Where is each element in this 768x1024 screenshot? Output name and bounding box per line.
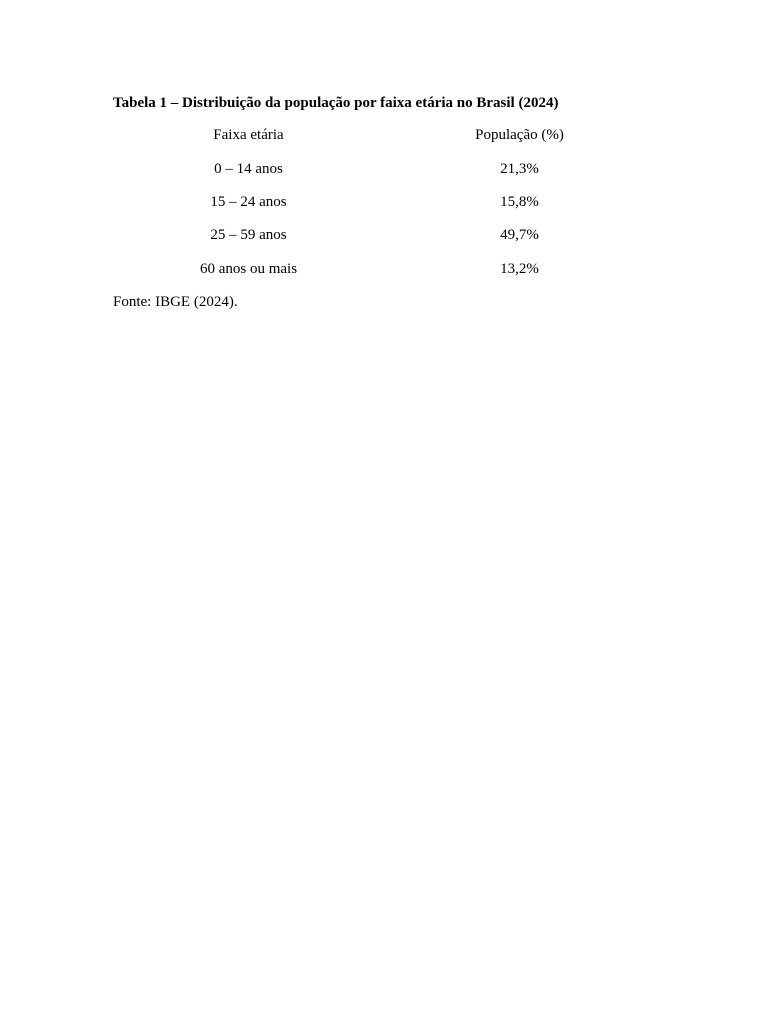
- population-table: [113, 119, 655, 286]
- table-row: [113, 186, 655, 219]
- table-header-row: [113, 119, 655, 152]
- cell-age-group: 0 – 14 anos: [214, 160, 283, 177]
- cell-population: 49,7%: [500, 227, 539, 244]
- cell-population: 15,8%: [500, 193, 539, 210]
- table-row: [113, 152, 655, 185]
- table-row: [113, 253, 655, 286]
- table-row: [113, 219, 655, 252]
- cell-age-group: 15 – 24 anos: [210, 193, 287, 210]
- table-caption: Tabela 1 – Distribuição da população por faixa etária no Brasil (2024): [113, 95, 559, 111]
- table-body: [113, 152, 655, 286]
- cell-population: 13,2%: [500, 260, 539, 277]
- cell-population: 21,3%: [500, 160, 539, 177]
- cell-age-group: 25 – 59 anos: [210, 227, 287, 244]
- header-population: População (%): [475, 127, 564, 144]
- header-age-group: Faixa etária: [213, 127, 284, 144]
- table-source: Fonte: IBGE (2024).: [113, 294, 238, 310]
- table-header: [113, 119, 655, 152]
- cell-age-group: 60 anos ou mais: [199, 260, 298, 277]
